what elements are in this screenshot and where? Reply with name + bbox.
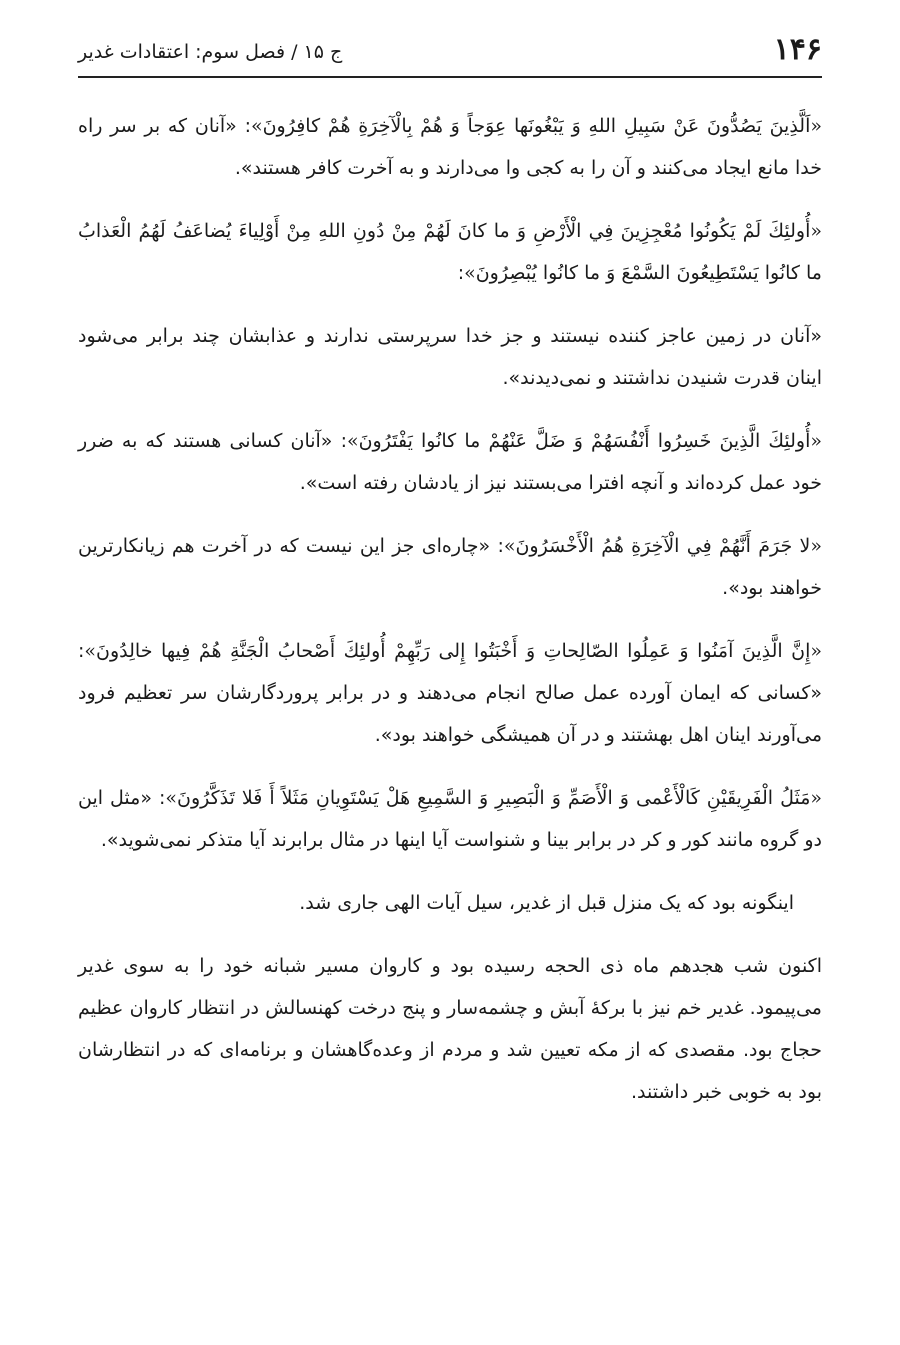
page-header — [78, 30, 822, 78]
quran-verse: «أُولئِكَ الَّذِينَ خَسِرُوا أَنْفُسَهُمْ وَ ضَلَّ عَنْهُمْ ما كانُوا يَفْتَرُونَ» — [346, 430, 823, 452]
paragraph — [78, 882, 822, 924]
paragraph — [78, 777, 822, 861]
translation: : «کسانی که ایمان آورده عمل صالح انجام می‌دهند و در برابر پروردگارشان سر تعظیم فرود می‌آورند اینان اهل بهشتند و در آن همیشگی خواهند بود». — [78, 640, 822, 746]
page-number: ۱۴۶ — [773, 32, 822, 67]
quran-verse: «مَثَلُ الْفَرِيقَيْنِ كَالْأَعْمى وَ الْأَصَمِّ وَ الْبَصِيرِ وَ السَّمِيعِ هَلْ يَسْتَوِيانِ مَثَلاً أَ فَلا تَذَكَّرُونَ» — [165, 787, 822, 809]
paragraph — [78, 945, 822, 1113]
narrative-text: اینگونه بود که یک منزل قبل از غدیر، سیل آیات الهی جاری شد. — [299, 892, 794, 914]
narrative-text: اکنون شب هجدهم ماه ذی الحجه رسیده بود و کاروان مسیر شبانه خود را به سوی غدیر می‌پیمود. غدیر خم نیز با برکهٔ آبش و چشمه‌سار و پنج درخت کهنسالش در انتظار کاروان عظیم حجاج بود. مقصدی که از مکه تعیین شد و مردم از وعده‌گاهشان و برنامه‌ای که در انتظارشان بود به خوبی خبر داشتند. — [78, 955, 822, 1103]
translation: : «چاره‌ای جز این نیست که در آخرت هم زیانکارترین خواهند بود». — [78, 535, 822, 599]
quran-verse: «أُولئِكَ لَمْ يَكُونُوا مُعْجِزِينَ فِي الْأَرْضِ وَ ما كانَ لَهُمْ مِنْ دُونِ اللهِ مِنْ أَوْلِياءَ يُضاعَفُ لَهُمُ الْعَذابُ ما كانُوا يَسْتَطِيعُونَ السَّمْعَ وَ ما كانُوا يُبْصِرُونَ» — [78, 220, 822, 284]
paragraph — [78, 630, 822, 756]
paragraph — [78, 525, 822, 609]
translation: : «آنان کسانی هستند که به ضرر خود عمل کرده‌اند و آنچه افترا می‌بستند نیز از یادشان رفته است». — [78, 430, 822, 494]
translation: «آنان در زمین عاجز کننده نیستند و جز خدا سرپرستی ندارند و عذابشان چند برابر می‌شود اینان قدرت شنیدن نداشتند و نمی‌دیدند». — [78, 325, 822, 389]
quran-verse: «إِنَّ الَّذِينَ آمَنُوا وَ عَمِلُوا الصّالِحاتِ وَ أَخْبَتُوا إِلى رَبِّهِمْ أُولئِكَ أَصْحابُ الْجَنَّةِ هُمْ فِيها خالِدُونَ» — [84, 640, 822, 662]
body-text — [78, 105, 822, 1134]
paragraph — [78, 420, 822, 504]
translation: : — [457, 262, 465, 284]
quran-verse: «اَلَّذِينَ يَصُدُّونَ عَنْ سَبِيلِ اللهِ وَ يَبْغُونَها عِوَجاً وَ هُمْ بِالْآخِرَةِ هُمْ كافِرُونَ» — [250, 115, 822, 137]
paragraph — [78, 315, 822, 399]
running-head: ج ۱۵ / فصل سوم: اعتقادات غدیر — [78, 41, 343, 63]
translation: : «آنان که بر سر راه خدا مانع ایجاد می‌کنند و آن را به کجی وا می‌دارند و به آخرت کافر هستند». — [78, 115, 822, 179]
paragraph — [78, 210, 822, 294]
translation: : «مثل این دو گروه مانند کور و کر در برابر بینا و شنواست آیا اینها در مثال برابرند آیا متذکر نمی‌شوید». — [78, 787, 822, 851]
paragraph — [78, 105, 822, 189]
quran-verse: «لا جَرَمَ أَنَّهُمْ فِي الْآخِرَةِ هُمُ الْأَخْسَرُونَ» — [503, 535, 822, 557]
